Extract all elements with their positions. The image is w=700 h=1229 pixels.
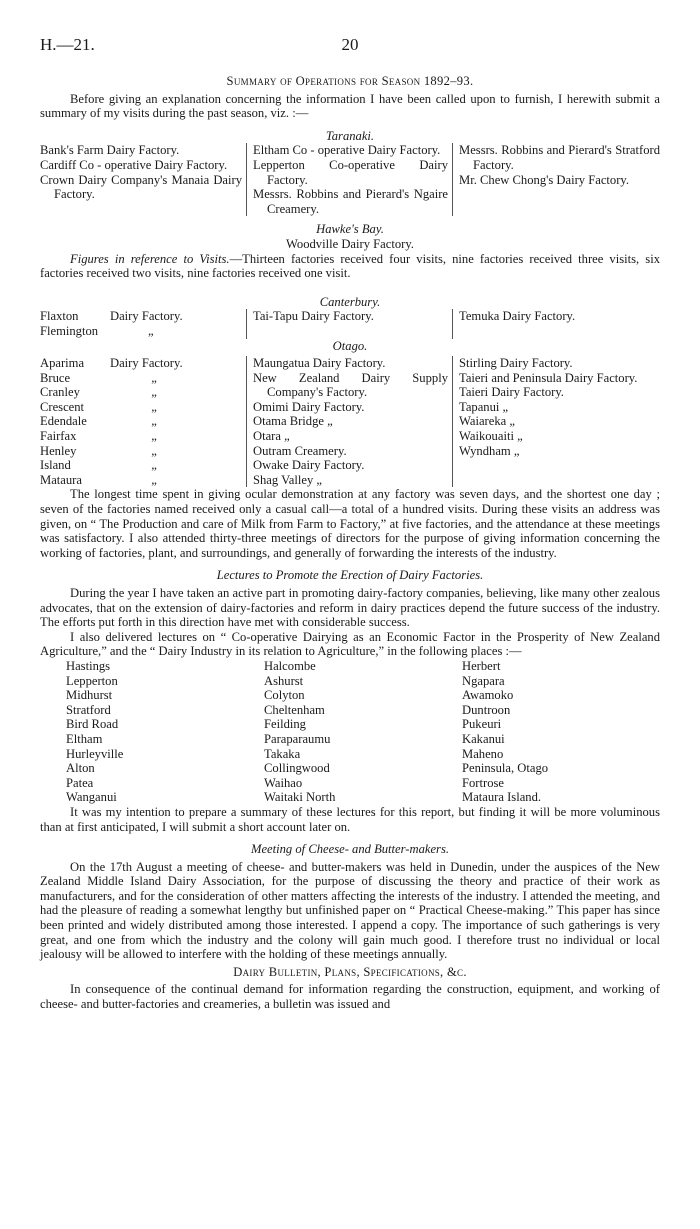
otago-col-2 xyxy=(246,356,452,487)
list-item: Owake Dairy Factory. xyxy=(253,458,365,473)
list-item: Tai-Tapu Dairy Factory. xyxy=(253,309,374,324)
meeting-heading: Meeting of Cheese- and Butter-makers. xyxy=(250,842,450,857)
intention-paragraph: It was my intention to prepare a summary of these lectures for this report, but finding it will be more voluminous than at first anticipated, I will submit a short account later on. xyxy=(40,804,660,834)
places-col-1 xyxy=(66,659,264,805)
list-item: Hurleyville xyxy=(66,746,124,761)
list-item: Flaxton Dairy Factory. xyxy=(40,309,183,324)
list-item: Peninsula, Otago xyxy=(462,761,549,776)
list-item: Herbert xyxy=(462,658,501,673)
list-item: Otara „ xyxy=(253,429,290,444)
list-item: Feilding xyxy=(264,717,306,732)
list-item: Messrs. Robbins and Pierard's Stratford Factory. xyxy=(459,143,660,172)
canterbury-col-2 xyxy=(246,309,452,338)
list-item: Waitaki North xyxy=(264,790,336,805)
list-item: Mataura „ xyxy=(40,472,157,487)
taranaki-col-3 xyxy=(452,143,660,216)
meeting-paragraph: On the 17th August a meeting of cheese- and butter-makers was held in Dunedin, under the auspices of the New Zealand Middle Island Dairy Association, for the purpose of discussing the theory and practice of their work as manufacturers, and for the consideration of other matters affecting the interests of the industry. I attended the meeting, and had the pleasure of reading a somewhat lengthy but unfinished paper on “ Practical Cheese-making.” This paper has since been printed and widely distributed among those interested. I append a copy. The importance of such gatherings is very great, and one from which the industry and the colony will gain much good. I therefore trust no individual or local jealousy will be allowed to interfere with the holding of these meetings annually. xyxy=(40,859,660,962)
list-item: Taieri Dairy Factory. xyxy=(459,385,564,400)
canterbury-col-1 xyxy=(40,309,246,338)
intro-paragraph: Before giving an explanation concerning the information I have been called upon to furnish, I herewith submit a summary of my visits during the past season, viz. :— xyxy=(40,91,660,121)
places-col-3 xyxy=(462,659,660,805)
list-item: Hastings xyxy=(66,658,111,673)
region-taranaki: Taranaki. xyxy=(325,128,375,143)
list-item: Patea xyxy=(66,775,94,790)
list-item: Paraparaumu xyxy=(264,731,331,746)
figures-text: —Thirteen factories received four visits, nine factories received three visits, six factories received two visits, nine factories received one visit. xyxy=(40,251,660,281)
list-item: Wanganui xyxy=(66,790,117,805)
list-item: Stirling Dairy Factory. xyxy=(459,356,573,371)
list-item: Waihao xyxy=(264,775,303,790)
list-item: Messrs. Robbins and Pierard's Ngaire Creamery. xyxy=(253,187,448,216)
list-item: Crescent „ xyxy=(40,399,157,414)
canterbury-table xyxy=(40,309,660,338)
report-code: H.—21. xyxy=(40,35,95,54)
list-item: Edendale „ xyxy=(40,414,157,429)
list-item: Awamoko xyxy=(462,688,514,703)
list-item: Island „ xyxy=(40,458,157,473)
list-item: Maungatua Dairy Factory. xyxy=(253,356,386,371)
hawkes-bay-factory: Woodville Dairy Factory. xyxy=(286,236,414,251)
taranaki-table xyxy=(40,143,660,216)
lectures-heading: Lectures to Promote the Erection of Dairy Factories. xyxy=(216,568,484,583)
list-item: Duntroon xyxy=(462,702,511,717)
list-item: Stratford xyxy=(66,702,111,717)
list-item: Pukeuri xyxy=(462,717,502,732)
list-item: Taieri and Peninsula Dairy Factory. xyxy=(459,370,638,385)
during-year-paragraph: During the year I have taken an active part in promoting dairy-factory companies, believing, like many other zealous advocates, that on the extension of dairy-factories and reform in dairy practices depend the future success of the industry. The efforts put forth in this direction have met with considerable success. xyxy=(40,586,660,630)
list-item: Bank's Farm Dairy Factory. xyxy=(40,143,180,158)
list-item: Lepperton Co-operative Dairy Factory. xyxy=(253,157,448,187)
list-item: Maheno xyxy=(462,746,504,761)
region-canterbury: Canterbury. xyxy=(319,294,381,309)
longest-time-paragraph: The longest time spent in giving ocular demonstration at any factory was seven days, and the shortest one day ; seven of the factories named received only a casual call—a total of a hundred visits. During these visits an address was given, on “ The Production and care of Milk from Farm to Factory,” at five factories, and the attendance at these meetings was satisfactory. I also attended thirty-three meetings of directors for the purpose of giving information concerning the working of factories, plant, and surroundings, and generally of forwarding the interests of the industry. xyxy=(40,487,660,560)
lectures-delivered-paragraph: I also delivered lectures on “ Co-operative Dairying as an Economic Factor in the Prosperity of New Zealand Agriculture,” and the “ Dairy Industry in its relation to Agriculture,” in the following places :— xyxy=(40,629,660,659)
list-item: Mr. Chew Chong's Dairy Factory. xyxy=(459,172,630,187)
bulletin-paragraph: In consequence of the continual demand for information regarding the construction, equipment, and working of cheese- and butter-factories and creameries, a bulletin was issued and xyxy=(40,982,660,1012)
otago-col-3 xyxy=(452,356,660,487)
list-item: Outram Creamery. xyxy=(253,443,347,458)
list-item: Alton xyxy=(66,761,95,776)
lecture-places-list xyxy=(40,659,660,805)
list-item: Halcombe xyxy=(264,658,316,673)
list-item: Cheltenham xyxy=(264,702,325,717)
list-item: Otama Bridge „ xyxy=(253,414,333,429)
list-item: Omimi Dairy Factory. xyxy=(253,399,365,414)
list-item: Bird Road xyxy=(66,717,119,732)
list-item: Henley „ xyxy=(40,443,157,458)
list-item: Bruce „ xyxy=(40,370,157,385)
taranaki-col-2 xyxy=(246,143,452,216)
list-item: Eltham Co - operative Dairy Factory. xyxy=(253,143,441,158)
list-item: Eltham xyxy=(66,731,103,746)
page-header xyxy=(40,35,660,58)
page-number: 20 xyxy=(341,35,359,54)
list-item: Ngapara xyxy=(462,673,505,688)
taranaki-col-1 xyxy=(40,143,246,216)
list-item: New Zealand Dairy Supply Company's Factory. xyxy=(253,370,448,400)
places-col-2 xyxy=(264,659,462,805)
region-hawkes-bay: Hawke's Bay. xyxy=(316,222,384,237)
list-item: Cardiff Co - operative Dairy Factory. xyxy=(40,157,228,172)
canterbury-col-3 xyxy=(452,309,660,338)
list-item: Wyndham „ xyxy=(459,443,520,458)
list-item: Mataura Island. xyxy=(462,790,542,805)
list-item: Flemington „ xyxy=(40,323,154,338)
list-item: Takaka xyxy=(264,746,301,761)
list-item: Aparima Dairy Factory. xyxy=(40,356,183,371)
list-item: Tapanui „ xyxy=(459,399,509,414)
list-item: Midhurst xyxy=(66,688,113,703)
list-item: Fortrose xyxy=(462,775,504,790)
list-item: Temuka Dairy Factory. xyxy=(459,309,576,324)
list-item: Shag Valley „ xyxy=(253,472,323,487)
list-item: Colyton xyxy=(264,688,305,703)
list-item: Waiareka „ xyxy=(459,414,515,429)
list-item: Waikouaiti „ xyxy=(459,429,523,444)
list-item: Crown Dairy Company's Manaia Dairy Factory. xyxy=(40,172,242,202)
bulletin-heading: Dairy Bulletin, Plans, Specifications, &c. xyxy=(233,964,467,979)
page-content xyxy=(40,74,660,1012)
list-item: Ashurst xyxy=(264,673,304,688)
figures-label: Figures in reference to Visits. xyxy=(70,251,230,266)
list-item: Lepperton xyxy=(66,673,118,688)
list-item: Kakanui xyxy=(462,731,505,746)
list-item: Fairfax „ xyxy=(40,429,157,444)
figures-paragraph xyxy=(40,252,660,281)
list-item: Collingwood xyxy=(264,761,330,776)
otago-table xyxy=(40,356,660,487)
summary-title: Summary of Operations for Season 1892–93. xyxy=(226,74,474,88)
list-item: Cranley „ xyxy=(40,385,157,400)
otago-col-1 xyxy=(40,356,246,487)
region-otago: Otago. xyxy=(332,338,368,353)
